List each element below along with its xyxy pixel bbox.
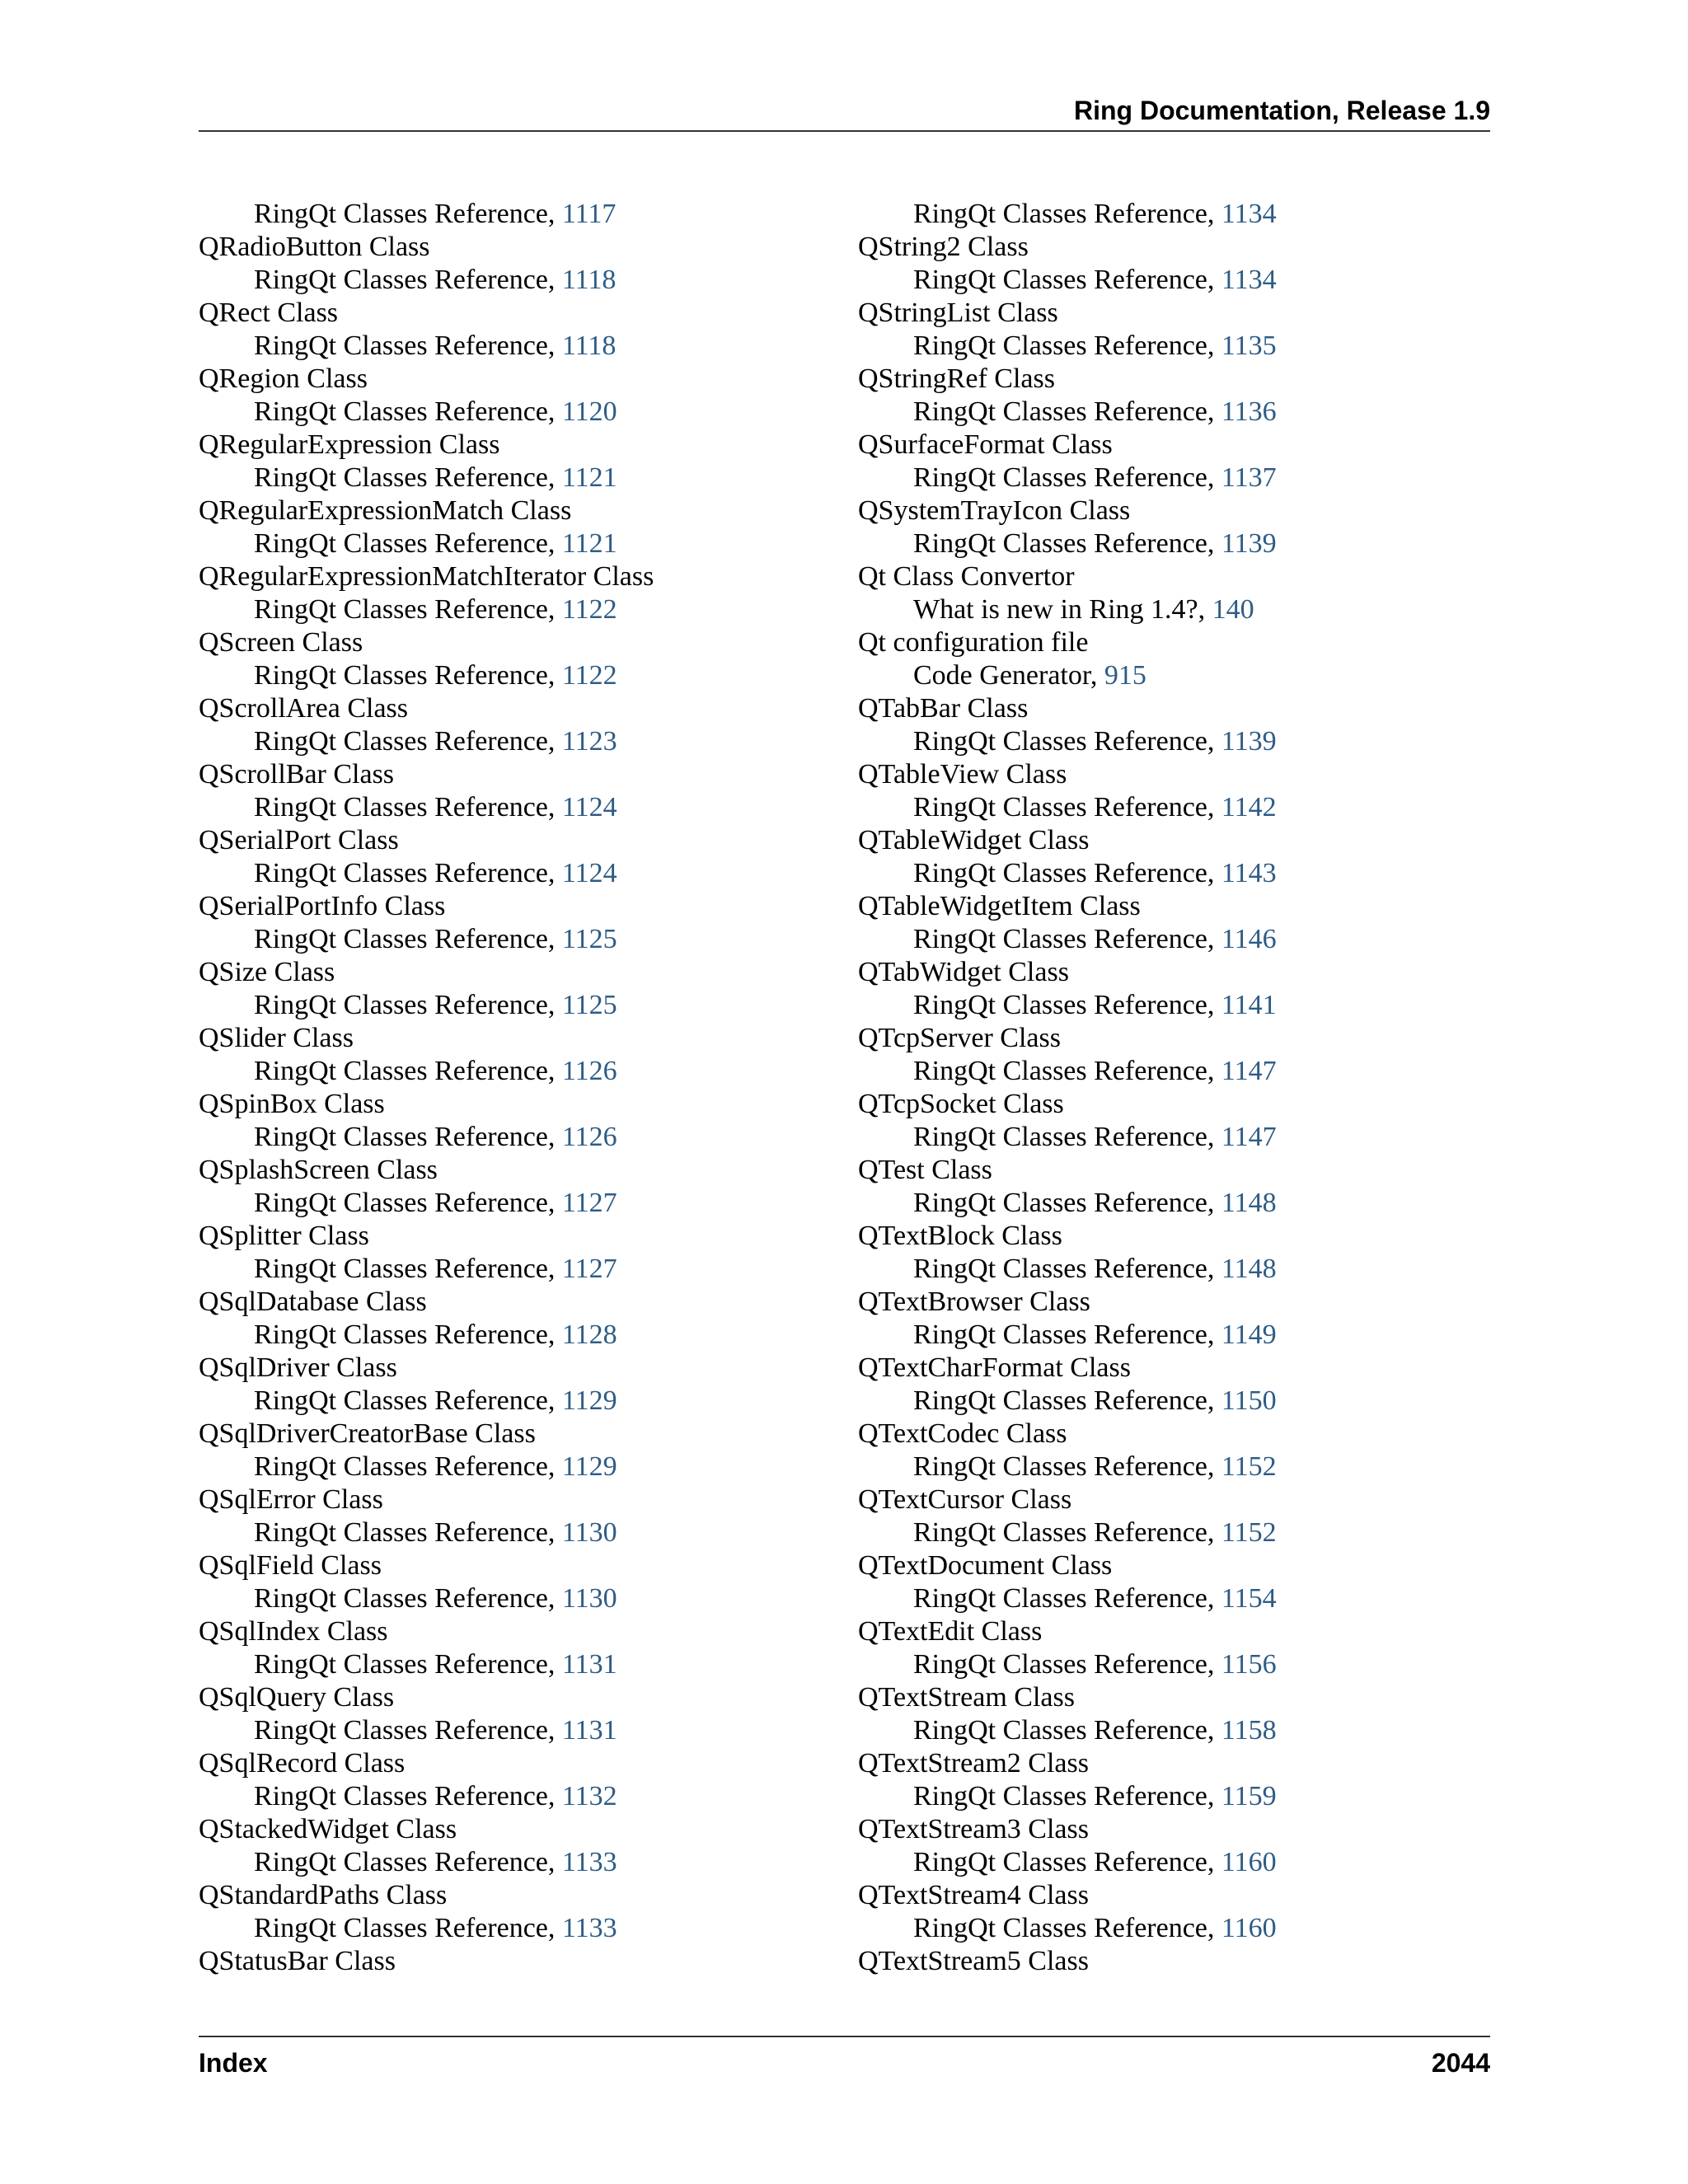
page-link[interactable]: 915 [1104, 660, 1146, 691]
page-link[interactable]: 1156 [1221, 1649, 1277, 1680]
page-link[interactable]: 1122 [561, 594, 617, 625]
entry-label: QSerialPort Class [199, 825, 399, 855]
subentry-label: RingQt Classes Reference, [913, 1649, 1221, 1680]
subentry-label: RingQt Classes Reference, [254, 1913, 562, 1943]
index-subentry [199, 1385, 825, 1418]
subentry-label: RingQt Classes Reference, [913, 924, 1221, 954]
page-link[interactable]: 1131 [561, 1649, 617, 1680]
entry-label: QSlider Class [199, 1023, 354, 1053]
index-entry [199, 560, 825, 593]
entry-label: Qt Class Convertor [858, 561, 1075, 592]
index-entry [858, 824, 1484, 857]
index-entry [199, 1681, 825, 1714]
page-link[interactable]: 1141 [1221, 990, 1277, 1020]
entry-label: QSplashScreen Class [199, 1155, 438, 1185]
subentry-label: RingQt Classes Reference, [913, 1847, 1221, 1877]
page-link[interactable]: 1139 [1221, 528, 1277, 559]
subentry-label: RingQt Classes Reference, [913, 330, 1221, 361]
page-link[interactable]: 1118 [561, 265, 617, 295]
entry-label: QStackedWidget Class [199, 1814, 457, 1844]
entry-label: QSqlError Class [199, 1484, 383, 1515]
index-entry [858, 1747, 1484, 1780]
index-column-left [199, 198, 825, 1978]
index-entry [858, 560, 1484, 593]
page-header [199, 91, 1490, 132]
entry-label: QSqlRecord Class [199, 1748, 406, 1779]
entry-label: Qt configuration file [858, 627, 1089, 658]
index-subentry [858, 1846, 1484, 1879]
page-link[interactable]: 1129 [561, 1451, 617, 1482]
page-link[interactable]: 1130 [561, 1583, 617, 1614]
page-link[interactable]: 1139 [1221, 726, 1277, 757]
index-entry [858, 1945, 1484, 1978]
page-link[interactable]: 1127 [561, 1254, 617, 1284]
subentry-label: RingQt Classes Reference, [913, 858, 1221, 888]
page-link[interactable]: 1148 [1221, 1254, 1277, 1284]
subentry-label: What is new in Ring 1.4?, [913, 594, 1212, 625]
index-subentry [858, 396, 1484, 429]
index-entry [199, 1352, 825, 1385]
entry-label: QTest Class [858, 1155, 992, 1185]
index-entry [199, 1022, 825, 1055]
page-link[interactable]: 1122 [561, 660, 617, 691]
index-subentry [858, 1516, 1484, 1549]
subentry-label: RingQt Classes Reference, [913, 1056, 1221, 1086]
subentry-label: RingQt Classes Reference, [913, 1319, 1221, 1350]
index-entry [858, 1022, 1484, 1055]
entry-label: QStatusBar Class [199, 1946, 396, 1976]
subentry-label: RingQt Classes Reference, [254, 1122, 562, 1152]
index-entry [858, 1088, 1484, 1121]
entry-label: QScrollBar Class [199, 759, 395, 790]
entry-label: QTableWidget Class [858, 825, 1090, 855]
entry-label: QTextBrowser Class [858, 1286, 1090, 1317]
index-entry [858, 1483, 1484, 1516]
subentry-label: RingQt Classes Reference, [254, 1517, 562, 1548]
index-entry [199, 824, 825, 857]
index-subentry [199, 1055, 825, 1088]
entry-label: QSqlField Class [199, 1550, 382, 1581]
index-subentry [858, 1451, 1484, 1483]
index-subentry [199, 1253, 825, 1286]
index-subentry [199, 264, 825, 297]
entry-label: QSplitter Class [199, 1221, 369, 1251]
entry-label: QSystemTrayIcon Class [858, 495, 1131, 526]
subentry-label: RingQt Classes Reference, [913, 1254, 1221, 1284]
index-entry [858, 890, 1484, 923]
index-entry [858, 1879, 1484, 1912]
index-entry [858, 692, 1484, 725]
entry-label: QSurfaceFormat Class [858, 429, 1113, 460]
entry-label: QTextStream5 Class [858, 1946, 1089, 1976]
subentry-label: RingQt Classes Reference, [913, 726, 1221, 757]
page-link[interactable]: 1131 [561, 1715, 617, 1746]
index-subentry [199, 1648, 825, 1681]
entry-label: QTextDocument Class [858, 1550, 1113, 1581]
index-entry [858, 297, 1484, 330]
index-entry [199, 1813, 825, 1846]
index-subentry [858, 198, 1484, 231]
index-entry [199, 231, 825, 264]
index-subentry [199, 1846, 825, 1879]
page-link[interactable]: 1123 [561, 726, 617, 757]
subentry-label: RingQt Classes Reference, [913, 462, 1221, 493]
entry-label: QString2 Class [858, 232, 1029, 262]
index-entry [858, 1220, 1484, 1253]
subentry-label: RingQt Classes Reference, [254, 594, 562, 625]
index-subentry [858, 1055, 1484, 1088]
index-entry [199, 1945, 825, 1978]
subentry-label: RingQt Classes Reference, [254, 1781, 562, 1811]
page-link[interactable]: 1129 [561, 1385, 617, 1416]
index-entry [858, 758, 1484, 791]
index-entry [858, 1813, 1484, 1846]
index-entry [858, 494, 1484, 527]
index-subentry [858, 725, 1484, 758]
page-link[interactable]: 1126 [561, 1122, 617, 1152]
index-subentry [858, 462, 1484, 494]
index-column-right [858, 198, 1484, 1978]
entry-label: QRegularExpression Class [199, 429, 500, 460]
index-subentry [858, 1319, 1484, 1352]
subentry-label: RingQt Classes Reference, [254, 1056, 562, 1086]
page-link[interactable]: 1154 [1221, 1583, 1277, 1614]
index-entry [199, 363, 825, 396]
index-subentry [858, 1714, 1484, 1747]
entry-label: QTextStream3 Class [858, 1814, 1089, 1844]
entry-label: QSerialPortInfo Class [199, 891, 446, 921]
entry-label: QTabWidget Class [858, 957, 1069, 987]
subentry-label: RingQt Classes Reference, [254, 726, 562, 757]
page-link[interactable]: 1135 [1221, 330, 1277, 361]
subentry-label: RingQt Classes Reference, [913, 265, 1221, 295]
entry-label: QTextCodec Class [858, 1418, 1067, 1449]
index-subentry [199, 396, 825, 429]
subentry-label: RingQt Classes Reference, [913, 1913, 1221, 1943]
entry-label: QSqlQuery Class [199, 1682, 395, 1713]
entry-label: QRegularExpressionMatch Class [199, 495, 572, 526]
index-entry [858, 1418, 1484, 1451]
index-subentry [199, 1187, 825, 1220]
entry-label: QStandardPaths Class [199, 1880, 448, 1910]
entry-label: QSize Class [199, 957, 335, 987]
page-link[interactable]: 1133 [561, 1913, 617, 1943]
entry-label: QTextCharFormat Class [858, 1352, 1131, 1383]
subentry-label: RingQt Classes Reference, [254, 462, 562, 493]
index-subentry [199, 1714, 825, 1747]
subentry-label: RingQt Classes Reference, [254, 1715, 562, 1746]
subentry-label: RingQt Classes Reference, [913, 1781, 1221, 1811]
page-link[interactable]: 1137 [1221, 462, 1277, 493]
subentry-label: RingQt Classes Reference, [913, 396, 1221, 427]
page-link[interactable]: 1127 [561, 1188, 617, 1218]
index-entry [199, 1879, 825, 1912]
entry-label: QSqlDatabase Class [199, 1286, 427, 1317]
page-link[interactable]: 1121 [561, 528, 617, 559]
index-entry [199, 1088, 825, 1121]
entry-label: QTcpServer Class [858, 1023, 1061, 1053]
subentry-label: RingQt Classes Reference, [913, 990, 1221, 1020]
index-subentry [199, 857, 825, 890]
page-link[interactable]: 1118 [561, 330, 617, 361]
entry-label: QTableView Class [858, 759, 1067, 790]
index-entry [199, 1418, 825, 1451]
index-subentry [199, 527, 825, 560]
subentry-label: RingQt Classes Reference, [254, 1319, 562, 1350]
subentry-label: RingQt Classes Reference, [254, 990, 562, 1020]
page-link[interactable]: 1146 [1221, 924, 1277, 954]
entry-label: QRegularExpressionMatchIterator Class [199, 561, 654, 592]
entry-label: QRadioButton Class [199, 232, 430, 262]
subentry-label: RingQt Classes Reference, [254, 1847, 562, 1877]
subentry-label: RingQt Classes Reference, [913, 1715, 1221, 1746]
subentry-label: RingQt Classes Reference, [913, 1583, 1221, 1614]
index-subentry [199, 593, 825, 626]
subentry-label: RingQt Classes Reference, [254, 1583, 562, 1614]
document-title: Ring Documentation, Release 1.9 [1073, 96, 1490, 125]
page-link[interactable]: 1147 [1221, 1056, 1277, 1086]
page-link[interactable]: 1117 [561, 199, 617, 229]
index-entry [858, 429, 1484, 462]
index-subentry [858, 264, 1484, 297]
page-link[interactable]: 1158 [1221, 1715, 1277, 1746]
index-subentry [199, 791, 825, 824]
footer-section: Index [199, 2048, 268, 2078]
subentry-label: RingQt Classes Reference, [913, 1122, 1221, 1152]
page-link[interactable]: 1121 [561, 462, 617, 493]
subentry-label: RingQt Classes Reference, [913, 1517, 1221, 1548]
index-subentry [199, 198, 825, 231]
subentry-label: RingQt Classes Reference, [254, 792, 562, 823]
entry-label: QRect Class [199, 298, 339, 328]
page-link[interactable]: 1149 [1221, 1319, 1277, 1350]
index-subentry [199, 725, 825, 758]
entry-label: QTableWidgetItem Class [858, 891, 1141, 921]
subentry-label: RingQt Classes Reference, [913, 528, 1221, 559]
page-footer [199, 2036, 1490, 2083]
entry-label: QTextStream2 Class [858, 1748, 1089, 1779]
page-link[interactable]: 1142 [1221, 792, 1277, 823]
index-subentry [858, 330, 1484, 363]
entry-label: QStringRef Class [858, 363, 1055, 394]
subentry-label: RingQt Classes Reference, [254, 330, 562, 361]
index-entry [199, 1286, 825, 1319]
index-subentry [199, 989, 825, 1022]
page-link[interactable]: 1124 [561, 792, 617, 823]
page-link[interactable]: 1152 [1221, 1451, 1277, 1482]
index-subentry [199, 1582, 825, 1615]
subentry-label: RingQt Classes Reference, [913, 792, 1221, 823]
index-subentry [858, 1780, 1484, 1813]
index-subentry [199, 1319, 825, 1352]
subentry-label: RingQt Classes Reference, [254, 396, 562, 427]
index-entry [858, 1352, 1484, 1385]
index-entry [858, 1681, 1484, 1714]
subentry-label: RingQt Classes Reference, [254, 1385, 562, 1416]
index-entry [199, 1483, 825, 1516]
page-link[interactable]: 140 [1212, 594, 1254, 625]
subentry-label: RingQt Classes Reference, [254, 858, 562, 888]
entry-label: QRegion Class [199, 363, 368, 394]
page-number: 2044 [1431, 2048, 1490, 2078]
page-link[interactable]: 1125 [561, 924, 617, 954]
index-subentry [199, 923, 825, 956]
entry-label: QTextStream Class [858, 1682, 1075, 1713]
subentry-label: RingQt Classes Reference, [254, 1451, 562, 1482]
index-subentry [858, 1648, 1484, 1681]
page-link[interactable]: 1130 [561, 1517, 617, 1548]
index-entry [199, 692, 825, 725]
page-link[interactable]: 1134 [1221, 265, 1277, 295]
index-entry [199, 429, 825, 462]
page-link[interactable]: 1147 [1221, 1122, 1277, 1152]
index-subentry [858, 857, 1484, 890]
index-subentry [199, 1121, 825, 1154]
index-subentry [858, 923, 1484, 956]
index-entry [858, 1286, 1484, 1319]
entry-label: QSqlDriver Class [199, 1352, 397, 1383]
subentry-label: RingQt Classes Reference, [254, 924, 562, 954]
index-subentry [199, 330, 825, 363]
entry-label: QSpinBox Class [199, 1089, 385, 1119]
index-subentry [199, 1780, 825, 1813]
index-entry [858, 956, 1484, 989]
index-subentry [858, 1187, 1484, 1220]
page-link[interactable]: 1124 [561, 858, 617, 888]
subentry-label: RingQt Classes Reference, [254, 1649, 562, 1680]
subentry-label: RingQt Classes Reference, [913, 1188, 1221, 1218]
page-link[interactable]: 1143 [1221, 858, 1277, 888]
entry-label: QTextEdit Class [858, 1616, 1043, 1647]
page-link[interactable]: 1120 [561, 396, 617, 427]
subentry-label: RingQt Classes Reference, [913, 1451, 1221, 1482]
subentry-label: RingQt Classes Reference, [913, 1385, 1221, 1416]
page-link[interactable]: 1160 [1221, 1913, 1277, 1943]
page-link[interactable]: 1160 [1221, 1847, 1277, 1877]
subentry-label: RingQt Classes Reference, [254, 199, 562, 229]
subentry-label: RingQt Classes Reference, [254, 1254, 562, 1284]
page-link[interactable]: 1136 [1221, 396, 1277, 427]
index-entry [199, 758, 825, 791]
page-link[interactable]: 1150 [1221, 1385, 1277, 1416]
index-subentry [858, 659, 1484, 692]
entry-label: QTextBlock Class [858, 1221, 1062, 1251]
page-link[interactable]: 1126 [561, 1056, 617, 1086]
index-entry [858, 1154, 1484, 1187]
index-subentry [858, 1385, 1484, 1418]
entry-label: QScreen Class [199, 627, 363, 658]
index-entry [858, 363, 1484, 396]
index-subentry [199, 1912, 825, 1945]
page-link[interactable]: 1134 [1221, 199, 1277, 229]
index-entry [199, 1220, 825, 1253]
index-entry [199, 1747, 825, 1780]
subentry-label: RingQt Classes Reference, [254, 265, 562, 295]
index-entry [858, 1549, 1484, 1582]
subentry-label: RingQt Classes Reference, [254, 1188, 562, 1218]
entry-label: QSqlDriverCreatorBase Class [199, 1418, 536, 1449]
page-link[interactable]: 1148 [1221, 1188, 1277, 1218]
subentry-label: RingQt Classes Reference, [254, 528, 562, 559]
index-entry [199, 1154, 825, 1187]
index-entry [199, 494, 825, 527]
index-entry [858, 626, 1484, 659]
index-entry [199, 1615, 825, 1648]
index-entry [199, 956, 825, 989]
index-subentry [199, 1516, 825, 1549]
index-subentry [858, 989, 1484, 1022]
index-subentry [858, 1121, 1484, 1154]
index-subentry [858, 527, 1484, 560]
index-subentry [199, 659, 825, 692]
index-entry [199, 626, 825, 659]
index-entry [858, 231, 1484, 264]
subentry-label: RingQt Classes Reference, [913, 199, 1221, 229]
index-subentry [858, 1582, 1484, 1615]
entry-label: QStringList Class [858, 298, 1058, 328]
entry-label: QSqlIndex Class [199, 1616, 388, 1647]
page-link[interactable]: 1152 [1221, 1517, 1277, 1548]
index-subentry [199, 1451, 825, 1483]
page-link[interactable]: 1128 [561, 1319, 617, 1350]
index-subentry [858, 791, 1484, 824]
entry-label: QScrollArea Class [199, 693, 409, 724]
index-entry [199, 297, 825, 330]
index-subentry [199, 462, 825, 494]
entry-label: QTextStream4 Class [858, 1880, 1089, 1910]
entry-label: QTextCursor Class [858, 1484, 1072, 1515]
entry-label: QTabBar Class [858, 693, 1029, 724]
index-entry [199, 890, 825, 923]
index-entry [858, 1615, 1484, 1648]
page-link[interactable]: 1159 [1221, 1781, 1277, 1811]
page-link[interactable]: 1125 [561, 990, 617, 1020]
index-subentry [858, 1253, 1484, 1286]
page-link[interactable]: 1133 [561, 1847, 617, 1877]
index-subentry [858, 1912, 1484, 1945]
index-entry [199, 1549, 825, 1582]
index-subentry [858, 593, 1484, 626]
page-link[interactable]: 1132 [561, 1781, 617, 1811]
entry-label: QTcpSocket Class [858, 1089, 1064, 1119]
subentry-label: RingQt Classes Reference, [254, 660, 562, 691]
subentry-label: Code Generator, [913, 660, 1104, 691]
